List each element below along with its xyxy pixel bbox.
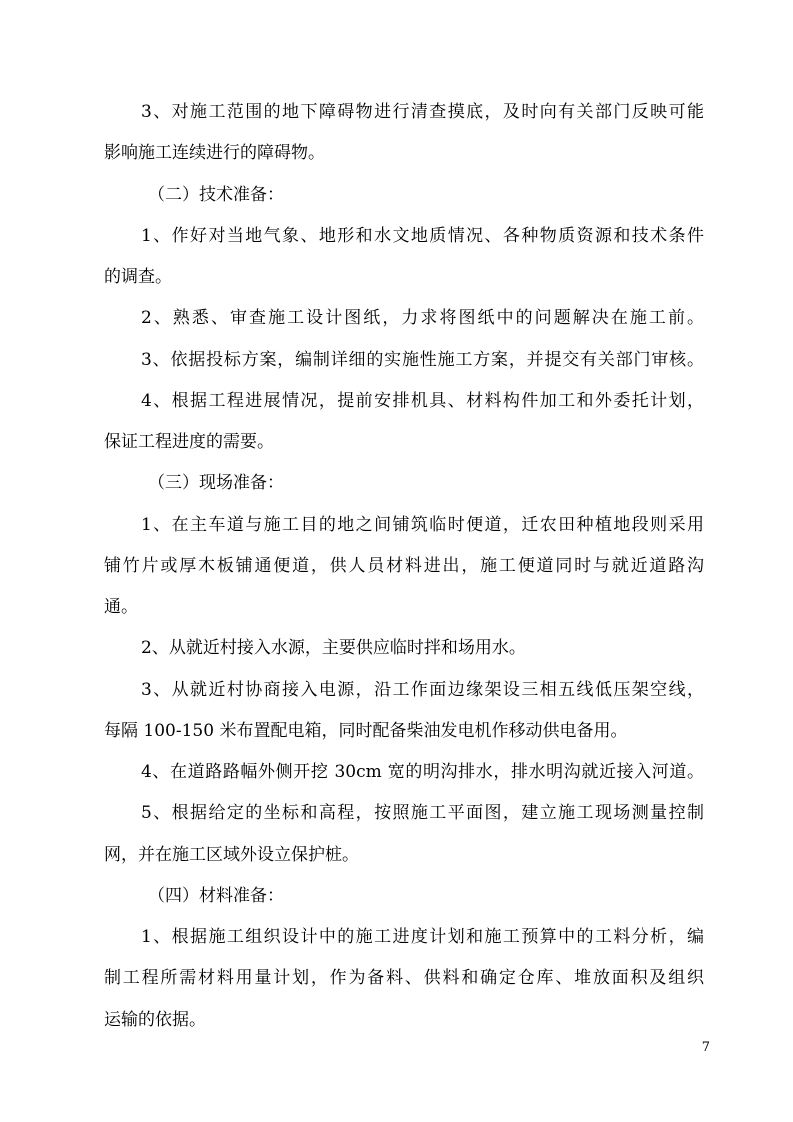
- text-line: 2、熟悉、审查施工设计图纸，力求将图纸中的问题解决在施工前。: [141, 308, 704, 328]
- page-number: 7: [701, 1040, 710, 1055]
- text-line: 1、根据施工组织设计中的施工进度计划和施工预算中的工料分析，编: [141, 927, 704, 947]
- text-line: 网，并在施工区域外设立保护桩。: [104, 845, 359, 865]
- text-line: 每隔 100-150 米布置配电箱，同时配备柴油发电机作移动供电备用。: [104, 721, 628, 741]
- text-line: 3、对施工范围的地下障碍物进行清查摸底，及时向有关部门反映可能: [141, 102, 704, 122]
- text-line: 3、从就近村协商接入电源，沿工作面边缘架设三相五线低压架空线，: [141, 680, 704, 700]
- text-line: 保证工程进度的需要。: [104, 432, 274, 452]
- text-line: 通。: [104, 597, 138, 617]
- text-line: 4、在道路路幅外侧开挖 30cm 宽的明沟排水，排水明沟就近接入河道。: [141, 762, 704, 782]
- text-line: 5、根据给定的坐标和高程，按照施工平面图，建立施工现场测量控制: [141, 803, 704, 823]
- text-line: 4、根据工程进展情况，提前安排机具、材料构件加工和外委托计划，: [141, 391, 704, 411]
- text-line: 的调查。: [104, 267, 172, 287]
- text-line: 3、依据投标方案，编制详细的实施性施工方案，并提交有关部门审核。: [141, 350, 704, 370]
- text-line: 铺竹片或厚木板铺通便道，供人员材料进出，施工便道同时与就近道路沟: [104, 556, 704, 576]
- text-line: 1、在主车道与施工目的地之间铺筑临时便道，迁农田种植地段则采用: [141, 515, 704, 535]
- text-line: 运输的依据。: [104, 1010, 206, 1030]
- text-line: 1、作好对当地气象、地形和水文地质情况、各种物质资源和技术条件: [141, 226, 704, 246]
- section-heading: （二）技术准备：: [148, 185, 284, 205]
- text-line: 影响施工连续进行的障碍物。: [104, 143, 325, 163]
- section-heading: （三）现场准备：: [148, 473, 284, 493]
- section-heading: （四）材料准备：: [148, 886, 284, 906]
- text-line: 2、从就近村接入水源，主要供应临时拌和场用水。: [141, 638, 526, 658]
- text-line: 制工程所需材料用量计划，作为备料、供料和确定仓库、堆放面积及组织: [104, 968, 704, 988]
